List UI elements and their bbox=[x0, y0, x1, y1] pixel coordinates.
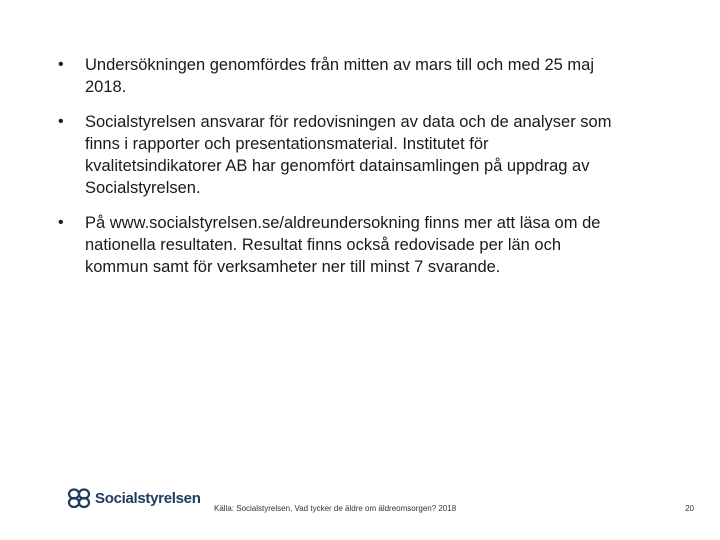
bullet-symbol: • bbox=[58, 214, 64, 231]
bullet-text: På www.socialstyrelsen.se/aldreundersokning finns mer att läsa om de nationella resultaten. Resultat finns också redovisade per län och kommun samt för verksamheter ner till minst 7 svarande. bbox=[85, 214, 601, 276]
bullet-symbol: • bbox=[58, 113, 64, 130]
logo bbox=[66, 487, 201, 509]
source-citation: Källa: Socialstyrelsen, Vad tycker de äldre om äldreomsorgen? 2018 bbox=[214, 504, 457, 513]
bullet-symbol: • bbox=[58, 56, 64, 73]
bullet-item bbox=[58, 111, 618, 199]
bullet-item bbox=[58, 212, 618, 278]
logo-text: Socialstyrelsen bbox=[95, 489, 201, 507]
bullet-item bbox=[58, 54, 618, 98]
bullet-text: Undersökningen genomfördes från mitten av mars till och med 25 maj 2018. bbox=[85, 56, 594, 96]
bullet-list bbox=[58, 54, 618, 291]
page-number: 20 bbox=[685, 504, 694, 513]
bullet-text: Socialstyrelsen ansvarar för redovisningen av data och de analyser som finns i rapporter och presentationsmaterial. Institutet för kvalitetsindikatorer AB har genomfört datainsamlingen på uppdrag av Socialstyrelsen. bbox=[85, 113, 612, 197]
socialstyrelsen-logo-icon bbox=[66, 487, 92, 509]
